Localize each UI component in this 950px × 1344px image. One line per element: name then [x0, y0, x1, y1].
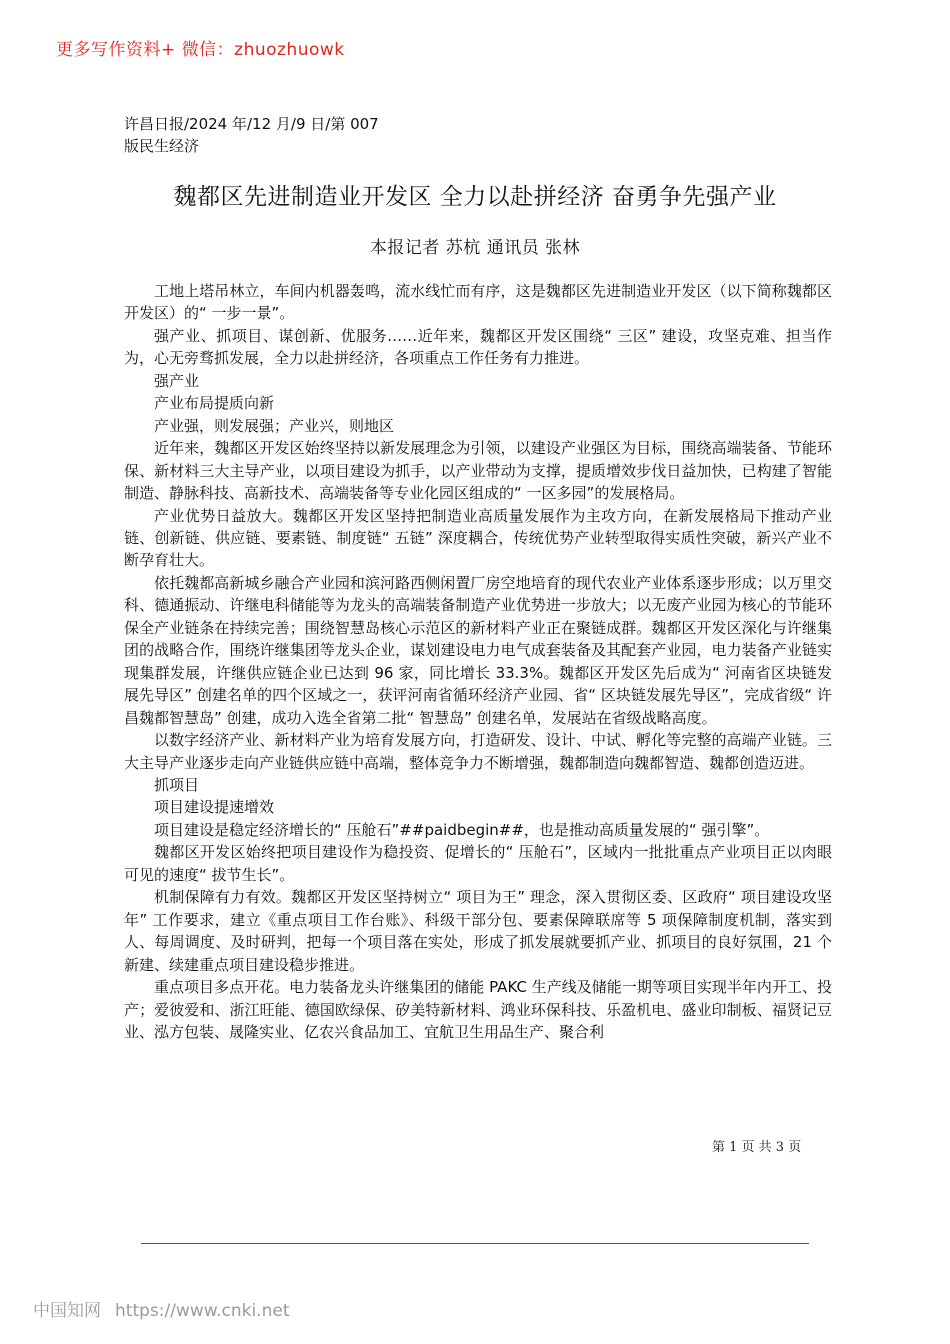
- paragraph: 强产业、抓项目、谋创新、优服务……近年来，魏都区开发区围绕“ 三区” 建设，攻坚克难、担当作为，心无旁骛抓发展，全力以赴拼经济，各项重点工作任务有力推进。: [124, 326, 832, 368]
- paragraph: 近年来，魏都区开发区始终坚持以新发展理念为引领，以建设产业强区为目标，围绕高端装备、节能环保、新材料三大主导产业，以项目建设为抓手，以产业带动为支撑，提质增效步伐日益加快，已构建了智能制造、静脉科技、高新技术、高端装备等专业化园区组成的“ 一区多园”的发展格局。: [124, 439, 832, 503]
- paragraph: 项目建设是稳定经济增长的“ 压舱石”##paidbegin##，也是推动高质量发展的“ 强引擎”。: [154, 820, 770, 839]
- paragraph: 魏都区开发区始终把项目建设作为稳投资、促增长的“ 压舱石”，区域内一批批重点产业项目正以肉眼可见的速度“ 拔节生长”。: [124, 843, 832, 884]
- page-number: 第 1 页 共 3 页: [712, 1140, 802, 1155]
- article-byline: 本报记者 苏杭 通讯员 张林: [369, 238, 581, 258]
- footer-url[interactable]: https://www.cnki.net: [115, 1301, 290, 1321]
- paragraph: 机制保障有力有效。魏都区开发区坚持树立“ 项目为王” 理念，深入贯彻区委、区政府“ 项目建设攻坚年” 工作要求，建立《重点项目工作台账》、科级干部分包、要素保障联席等 5 项保障制度机制，落实到人、每周调度、及时研判，把每一个项目落在实处，形成了抓发展就要抓产业、抓项目的良好氛围，21 个新建、续建重点项目建设稳步推进。: [124, 888, 832, 974]
- footer-watermark: [33, 1296, 289, 1321]
- section-subheading: 项目建设提速增效: [154, 798, 275, 817]
- article-title: 魏都区先进制造业开发区 全力以赴拼经济 奋勇争先强产业: [173, 184, 777, 210]
- footer-divider: [141, 1243, 809, 1244]
- paragraph: 依托魏都高新城乡融合产业园和滨河路西侧闲置厂房空地培育的现代农业产业体系逐步形成；以万里交科、德通振动、许继电科储能等为龙头的高端装备制造产业优势进一步放大；以无废产业园为核心的节能环保全产业链条在持续完善；围绕智慧岛核心示范区的新材料产业正在聚链成群。魏都区开发区深化与许继集团的战略合作，围绕许继集团等龙头企业，谋划建设电力电气成套装备及其配套产业园，电力装备产业链实现集群发展，许继供应链企业已达到 96 家，同比增长 33.3%。魏都区开发区先后成为“ 河南省区块链发展先导区” 创建名单的四个区域之一，获评河南省循环经济产业园、省“ 区块链发展先导区”，完成省级“ 许昌魏都智慧岛” 创建，成功入选全省第二批“ 智慧岛” 创建名单，发展站在省级战略高度。: [124, 573, 832, 727]
- paragraph: 产业强，则发展强；产业兴，则地区: [154, 416, 395, 435]
- source-meta-line-2: 版民生经济: [124, 137, 200, 155]
- promo-banner: 更多写作资料+ 微信：zhuozhuowk: [56, 40, 345, 60]
- footer-site-name: 中国知网: [33, 1301, 101, 1321]
- paragraph: 重点项目多点开花。电力装备龙头许继集团的储能 PAKC 生产线及储能一期等项目实现半年内开工、投产；爱彼爱和、浙江旺能、德国欧绿保、矽美特新材料、鸿业环保科技、乐盈机电、盛业印制板、福贤记豆业、泓方包装、晟隆实业、亿农兴食品加工、宜航卫生用品生产、聚合利: [124, 978, 832, 1041]
- section-subheading: 产业布局提质向新: [154, 394, 275, 413]
- paragraph: 工地上塔吊林立，车间内机器轰鸣，流水线忙而有序，这是魏都区先进制造业开发区（以下简称魏都区开发区）的“ 一步一景”。: [124, 282, 832, 323]
- source-meta-line-1: 许昌日报/2024 年/12 月/9 日/第 007: [124, 115, 379, 133]
- section-heading: 强产业: [154, 371, 200, 390]
- paragraph: 产业优势日益放大。魏都区开发区坚持把制造业高质量发展作为主攻方向，在新发展格局下推动产业链、创新链、供应链、要素链、制度链“ 五链” 深度耦合，传统优势产业转型取得实质性突破，新兴产业不断孕育壮大。: [124, 506, 832, 570]
- paragraph: 以数字经济产业、新材料产业为培育发展方向，打造研发、设计、中试、孵化等完整的高端产业链。三大主导产业逐步走向产业链供应链中高端，整体竞争力不断增强，魏都制造向魏都智造、魏都创造迈进。: [124, 731, 832, 772]
- section-heading: 抓项目: [154, 775, 200, 794]
- source-meta: [124, 113, 379, 157]
- article-body: [124, 280, 832, 1043]
